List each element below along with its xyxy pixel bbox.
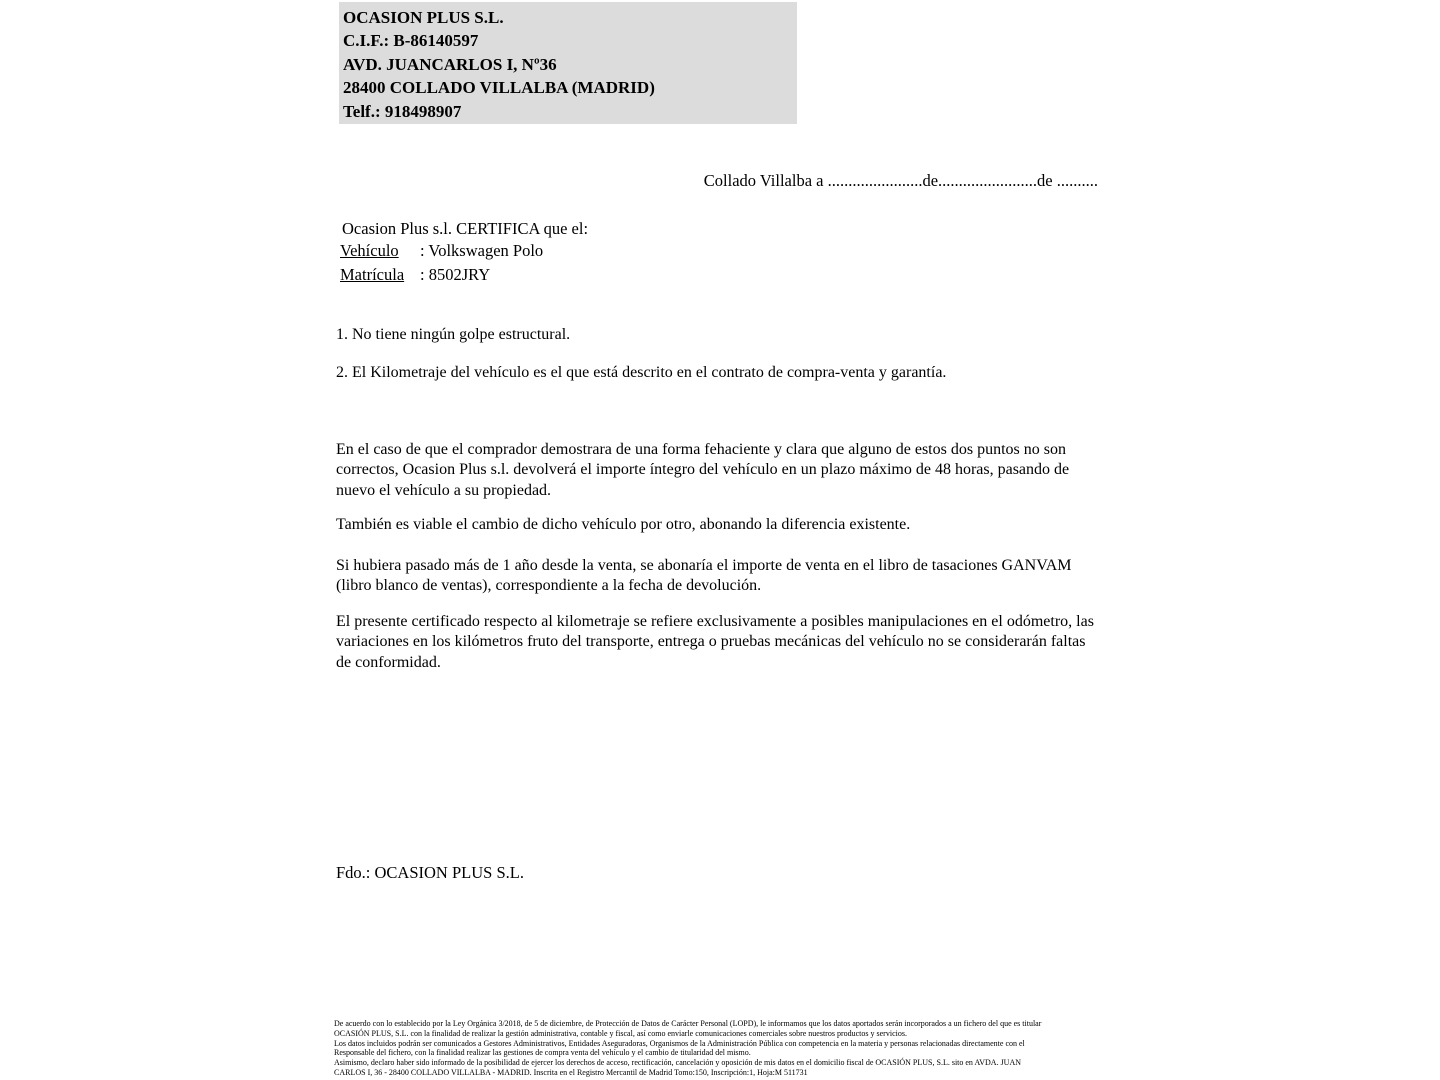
vehiculo-value: : Volkswagen Polo [420,241,544,260]
signature-line: Fdo.: OCASION PLUS S.L. [336,863,524,882]
legal-footer-line: De acuerdo con lo establecido por la Ley Orgánica 3/2018, de 5 de diciembre, de Protección de Datos de Carácter Personal (LOPD), le informamos que los datos aportados serán incorporados a un fichero del que es titular [334,1019,1042,1028]
company-address: AVD. JUANCARLOS I, Nº36 [343,54,557,74]
paragraph-ganvam-valuation: Si hubiera pasado más de 1 año desde la venta, se abonaría el importe de venta en el libro de tasaciones GANVAM (libro blanco de ventas), correspondiente a la fecha de devolución. [336,557,1072,595]
paragraph-exchange-option: También es viable el cambio de dicho vehículo por otro, abonando la diferencia existente. [336,516,911,533]
certification-point-1: 1. No tiene ningún golpe estructural. [336,326,571,343]
letterhead-box [339,2,797,124]
company-cif: C.I.F.: B-86140597 [343,31,479,51]
vehiculo-label: Vehículo [340,241,399,260]
field-row-matricula [340,265,490,285]
legal-footer-line: CARLOS I, 36 - 28400 COLLADO VILLALBA - MADRID. Inscrita en el Registro Mercantil de Madrid Tomo:150, Inscripción:1, Hoja:M 511731 [334,1067,808,1077]
date-line: Collado Villalba a .......................de........................de .......... [703,171,1098,190]
legal-footer-line: Responsable del fichero, con la finalidad realizar las gestiones de compra venta del vehículo y el cambio de titularidad del mismo. [334,1048,751,1058]
matricula-value: : 8502JRY [420,265,491,284]
certificate-intro: Ocasion Plus s.l. CERTIFICA que el: [342,219,589,238]
matricula-label: Matrícula [340,265,405,284]
field-row-vehiculo [340,241,543,261]
company-phone: Telf.: 918498907 [343,101,462,121]
paragraph-refund-terms: En el caso de que el comprador demostrara de una forma fehaciente y clara que alguno de estos dos puntos no son correctos, Ocasion Plus s.l. devolverá el importe íntegro del vehículo en un plazo máximo de 48 horas, pasando de nuevo el vehículo a su propiedad. [336,441,1070,499]
company-name: OCASION PLUS S.L. [343,8,504,27]
paragraph-odometer-disclaimer: El presente certificado respecto al kilometraje se refiere exclusivamente a posibles manipulaciones en el odómetro, las variaciones en los kilómetros fruto del transporte, entrega o pruebas mecánicas del vehículo no se considerarán faltas de conformidad. [336,613,1094,671]
company-city: 28400 COLLADO VILLALBA (MADRID) [343,78,655,98]
legal-footer-line: Asimismo, declaro haber sido informado de la posibilidad de ejercer los derechos de acceso, rectificación, cancelación y oposición de mis datos en el domicilio fiscal de OCASIÓN PLUS, S.L. sito en AVDA. JUAN [334,1058,1022,1068]
legal-footer-line: Los datos incluidos podrán ser comunicados a Gestores Administrativos, Entidades Aseguradoras, Organismos de la Administración Pública con competencia en la materia y personas relacionadas directamente con el [334,1038,1025,1048]
certification-point-2: 2. El Kilometraje del vehículo es el que está descrito en el contrato de compra-venta y garantía. [336,364,947,381]
legal-footer [334,1019,1104,1078]
legal-footer-line: OCASIÓN PLUS, S.L. con la finalidad de realizar la gestión administrativa, contable y fiscal, así como enviarle comunicaciones comerciales sobre nuestros productos y servicios. [334,1028,907,1038]
